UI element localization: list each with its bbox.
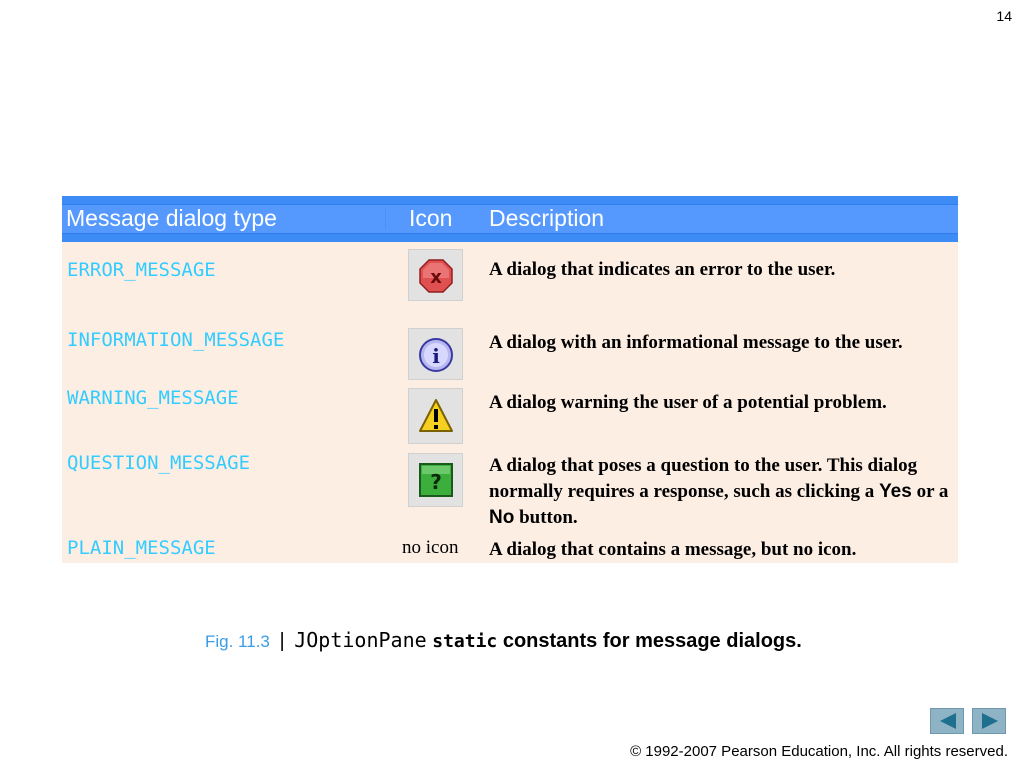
table-row <box>62 451 958 531</box>
description-question-text: A dialog that poses a question to the user. This dialog normally requires a response, such as clicking a <box>489 455 918 502</box>
dialog-type-plain: PLAIN_MESSAGE <box>67 537 216 559</box>
header-icon: Icon <box>409 205 453 231</box>
description-information: A dialog with an informational message to the user. <box>489 332 903 353</box>
message-dialog-table <box>62 196 958 563</box>
svg-text:x: x <box>430 267 442 288</box>
svg-text:?: ? <box>430 470 442 494</box>
yes-keyword: Yes <box>879 481 912 502</box>
description-error: A dialog that indicates an error to the user. <box>489 259 836 280</box>
triangle-left-icon <box>938 712 958 730</box>
description-question-suffix: button. <box>519 507 578 528</box>
table-row <box>62 536 958 563</box>
dialog-type-error: ERROR_MESSAGE <box>67 259 216 281</box>
table-row <box>62 328 958 380</box>
figure-caption <box>205 628 802 653</box>
description-question <box>489 453 949 531</box>
dialog-type-question: QUESTION_MESSAGE <box>67 452 251 474</box>
caption-class-name: JOptionPane <box>294 628 427 652</box>
question-icon <box>408 453 463 507</box>
dialog-type-warning: WARNING_MESSAGE <box>67 387 239 409</box>
error-icon <box>408 249 463 301</box>
no-keyword: No <box>489 507 515 528</box>
no-icon-label: no icon <box>402 537 459 558</box>
copyright-notice: © 1992-2007 Pearson Education, Inc. All rights reserved. <box>630 743 1008 760</box>
table-row <box>62 258 958 316</box>
caption-keyword: static <box>432 631 498 652</box>
header-description: Description <box>489 205 605 231</box>
dialog-type-information: INFORMATION_MESSAGE <box>67 329 285 351</box>
warning-icon <box>408 388 463 444</box>
table-header <box>62 196 958 242</box>
description-question-or: or a <box>916 481 949 502</box>
next-slide-button[interactable] <box>972 708 1006 734</box>
caption-separator: | <box>279 630 285 652</box>
description-plain: A dialog that contains a message, but no icon. <box>489 539 857 560</box>
page-number: 14 <box>996 8 1012 24</box>
header-message-dialog-type: Message dialog type <box>66 205 277 231</box>
caption-text: constants for message dialogs. <box>502 630 802 652</box>
table-row <box>62 386 958 444</box>
description-warning: A dialog warning the user of a potential problem. <box>489 392 887 413</box>
triangle-right-icon <box>980 712 1000 730</box>
svg-text:i: i <box>432 344 440 368</box>
figure-number: Fig. 11.3 <box>205 632 270 651</box>
previous-slide-button[interactable] <box>930 708 964 734</box>
information-icon <box>408 328 463 380</box>
header-separator <box>385 207 386 229</box>
